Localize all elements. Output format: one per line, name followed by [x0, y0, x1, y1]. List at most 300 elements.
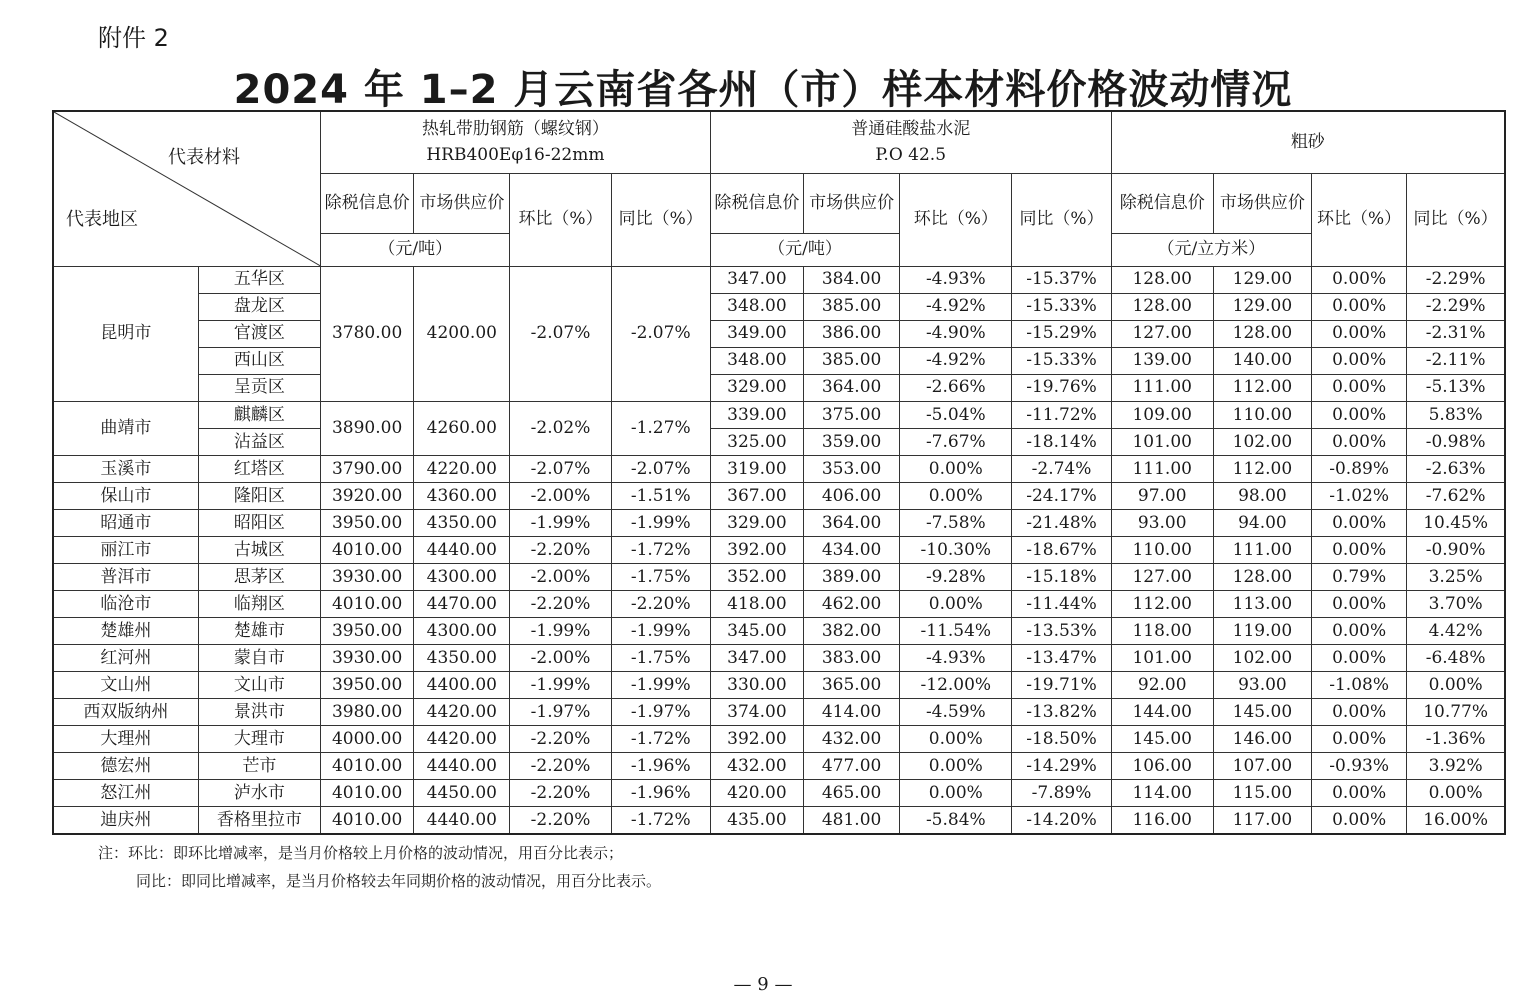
steel-tax-price-cell: 3950.00 [321, 618, 414, 645]
steel-market-price-cell: 4440.00 [414, 807, 510, 834]
steel-tax-price-cell: 4010.00 [321, 753, 414, 780]
sand-tax-price-cell: 111.00 [1111, 455, 1213, 482]
cement-mom-cell: -7.58% [900, 509, 1012, 536]
steel-market-price-cell: 4470.00 [414, 591, 510, 618]
steel-yoy-cell: -1.51% [611, 482, 710, 509]
cement-market-price-cell: 432.00 [804, 726, 900, 753]
sand-tax-price-cell: 101.00 [1111, 645, 1213, 672]
sand-mom-cell: 0.00% [1312, 645, 1407, 672]
sand-market-price-header: 市场供应价 [1213, 173, 1311, 233]
district-cell: 香格里拉市 [198, 807, 320, 834]
sand-yoy-cell: 0.00% [1407, 780, 1505, 807]
sand-yoy-cell: 10.77% [1407, 699, 1505, 726]
cement-yoy-cell: -18.50% [1012, 726, 1111, 753]
cement-tax-price-cell: 329.00 [710, 374, 803, 401]
steel-mom-cell: -2.20% [510, 726, 611, 753]
sand-market-price-cell: 112.00 [1213, 455, 1311, 482]
cement-mom-cell: -4.59% [900, 699, 1012, 726]
sand-market-price-cell: 112.00 [1213, 374, 1311, 401]
price-table [52, 110, 1506, 835]
sand-tax-price-cell: 144.00 [1111, 699, 1213, 726]
cement-mom-cell: -12.00% [900, 672, 1012, 699]
cement-yoy-cell: -21.48% [1012, 509, 1111, 536]
steel-market-price-cell: 4350.00 [414, 645, 510, 672]
sand-yoy-cell: -2.29% [1407, 266, 1505, 293]
cement-market-price-cell: 389.00 [804, 564, 900, 591]
city-cell: 昭通市 [53, 509, 198, 536]
steel-market-price-cell: 4440.00 [414, 537, 510, 564]
cement-yoy-cell: -19.76% [1012, 374, 1111, 401]
sand-market-price-cell: 119.00 [1213, 618, 1311, 645]
cement-tax-price-cell: 374.00 [710, 699, 803, 726]
city-cell: 昆明市 [53, 266, 198, 401]
sand-tax-price-cell: 97.00 [1111, 482, 1213, 509]
steel-tax-price-cell: 3980.00 [321, 699, 414, 726]
table-row [53, 374, 1505, 401]
steel-name: 热轧带肋钢筋（螺纹钢） [421, 118, 609, 139]
sand-yoy-cell: 10.45% [1407, 509, 1505, 536]
sand-market-price-cell: 115.00 [1213, 780, 1311, 807]
sand-mom-cell: 0.00% [1312, 320, 1407, 347]
cement-market-price-cell: 414.00 [804, 699, 900, 726]
cement-market-price-cell: 353.00 [804, 455, 900, 482]
steel-yoy-cell: -1.99% [611, 672, 710, 699]
table-row [53, 753, 1505, 780]
district-cell: 昭阳区 [198, 509, 320, 536]
cement-yoy-cell: -15.33% [1012, 293, 1111, 320]
cement-yoy-cell: -15.29% [1012, 320, 1111, 347]
district-cell: 西山区 [198, 347, 320, 374]
sand-yoy-cell: -2.63% [1407, 455, 1505, 482]
steel-mom-header: 环比（%） [510, 173, 611, 266]
sand-tax-price-cell: 128.00 [1111, 293, 1213, 320]
steel-mom-cell: -2.00% [510, 645, 611, 672]
cement-tax-price-cell: 330.00 [710, 672, 803, 699]
cement-tax-price-cell: 329.00 [710, 509, 803, 536]
sand-unit: （元/立方米） [1111, 233, 1311, 266]
cement-yoy-cell: -14.29% [1012, 753, 1111, 780]
sand-mom-cell: 0.00% [1312, 509, 1407, 536]
steel-tax-price-cell: 3930.00 [321, 645, 414, 672]
cement-tax-price-cell: 347.00 [710, 266, 803, 293]
sand-tax-price-cell: 128.00 [1111, 266, 1213, 293]
sand-yoy-cell: 3.70% [1407, 591, 1505, 618]
sand-tax-price-cell: 111.00 [1111, 374, 1213, 401]
cement-tax-price-cell: 348.00 [710, 347, 803, 374]
steel-mom-cell: -2.00% [510, 482, 611, 509]
sand-tax-price-cell: 114.00 [1111, 780, 1213, 807]
district-cell: 临翔区 [198, 591, 320, 618]
steel-market-price-cell: 4260.00 [414, 401, 510, 455]
steel-yoy-cell: -1.75% [611, 645, 710, 672]
sand-yoy-cell: -2.31% [1407, 320, 1505, 347]
steel-yoy-cell: -2.07% [611, 455, 710, 482]
sand-yoy-cell: -0.90% [1407, 537, 1505, 564]
steel-market-price-header: 市场供应价 [414, 173, 510, 233]
cement-mom-cell: -5.04% [900, 401, 1012, 428]
steel-yoy-cell: -1.99% [611, 618, 710, 645]
sand-mom-cell: 0.00% [1312, 726, 1407, 753]
steel-tax-price-cell: 4010.00 [321, 807, 414, 834]
district-cell: 文山市 [198, 672, 320, 699]
cement-mom-cell: 0.00% [900, 591, 1012, 618]
cement-mom-cell: -4.93% [900, 266, 1012, 293]
city-cell: 迪庆州 [53, 807, 198, 834]
city-cell: 文山州 [53, 672, 198, 699]
sand-mom-cell: 0.79% [1312, 564, 1407, 591]
steel-market-price-cell: 4420.00 [414, 699, 510, 726]
table-row [53, 780, 1505, 807]
table-row [53, 618, 1505, 645]
steel-yoy-cell: -1.96% [611, 780, 710, 807]
sand-market-price-cell: 146.00 [1213, 726, 1311, 753]
cement-market-price-cell: 462.00 [804, 591, 900, 618]
sand-market-price-cell: 93.00 [1213, 672, 1311, 699]
cement-mom-cell: -7.67% [900, 428, 1012, 455]
steel-mom-cell: -2.07% [510, 455, 611, 482]
cement-mom-cell: -4.92% [900, 347, 1012, 374]
city-cell: 曲靖市 [53, 401, 198, 455]
cement-market-price-cell: 465.00 [804, 780, 900, 807]
cement-yoy-cell: -15.18% [1012, 564, 1111, 591]
table-row [53, 401, 1505, 428]
sand-mom-cell: 0.00% [1312, 266, 1407, 293]
sand-yoy-header: 同比（%） [1407, 173, 1505, 266]
cement-tax-price-cell: 420.00 [710, 780, 803, 807]
steel-mom-cell: -2.02% [510, 401, 611, 455]
cement-mom-cell: -2.66% [900, 374, 1012, 401]
sand-tax-price-cell: 116.00 [1111, 807, 1213, 834]
sand-yoy-cell: -1.36% [1407, 726, 1505, 753]
cement-market-price-cell: 385.00 [804, 293, 900, 320]
steel-yoy-cell: -1.99% [611, 509, 710, 536]
sand-market-price-cell: 117.00 [1213, 807, 1311, 834]
cement-tax-price-cell: 367.00 [710, 482, 803, 509]
sand-market-price-cell: 94.00 [1213, 509, 1311, 536]
steel-yoy-cell: -1.27% [611, 401, 710, 455]
sand-market-price-cell: 107.00 [1213, 753, 1311, 780]
district-cell: 隆阳区 [198, 482, 320, 509]
city-cell: 玉溪市 [53, 455, 198, 482]
steel-yoy-cell: -1.72% [611, 726, 710, 753]
steel-yoy-cell: -1.97% [611, 699, 710, 726]
sand-tax-price-cell: 106.00 [1111, 753, 1213, 780]
sand-market-price-cell: 102.00 [1213, 645, 1311, 672]
sand-tax-price-cell: 118.00 [1111, 618, 1213, 645]
table-row [53, 726, 1505, 753]
sand-yoy-cell: 4.42% [1407, 618, 1505, 645]
cement-mom-cell: -11.54% [900, 618, 1012, 645]
cement-yoy-cell: -24.17% [1012, 482, 1111, 509]
sand-market-price-cell: 98.00 [1213, 482, 1311, 509]
sand-tax-price-header: 除税信息价 [1111, 173, 1213, 233]
cement-mom-header: 环比（%） [900, 173, 1012, 266]
cement-market-price-cell: 384.00 [804, 266, 900, 293]
table-row [53, 347, 1505, 374]
cement-market-price-cell: 364.00 [804, 374, 900, 401]
cement-market-price-cell: 364.00 [804, 509, 900, 536]
city-cell: 大理州 [53, 726, 198, 753]
header-corner [53, 111, 321, 266]
cement-yoy-header: 同比（%） [1012, 173, 1111, 266]
cement-mom-cell: -4.90% [900, 320, 1012, 347]
cement-yoy-cell: -18.67% [1012, 537, 1111, 564]
note-mom: 注：环比：即环比增减率，是当月价格较上月价格的波动情况，用百分比表示； [98, 844, 624, 862]
table-row [53, 699, 1505, 726]
cement-yoy-cell: -7.89% [1012, 780, 1111, 807]
district-cell: 芒市 [198, 753, 320, 780]
district-cell: 官渡区 [198, 320, 320, 347]
sand-yoy-cell: 16.00% [1407, 807, 1505, 834]
cement-tax-price-cell: 325.00 [710, 428, 803, 455]
sand-yoy-cell: 3.92% [1407, 753, 1505, 780]
table-row [53, 645, 1505, 672]
cement-yoy-cell: -14.20% [1012, 807, 1111, 834]
table-row [53, 266, 1505, 293]
sand-mom-cell: 0.00% [1312, 807, 1407, 834]
cement-tax-price-header: 除税信息价 [710, 173, 803, 233]
cement-yoy-cell: -19.71% [1012, 672, 1111, 699]
attachment-label: 附件 2 [98, 24, 169, 52]
sand-tax-price-cell: 93.00 [1111, 509, 1213, 536]
steel-yoy-cell: -1.75% [611, 564, 710, 591]
cement-mom-cell: 0.00% [900, 726, 1012, 753]
table-row [53, 672, 1505, 699]
steel-tax-price-cell: 3780.00 [321, 266, 414, 401]
sand-tax-price-cell: 139.00 [1111, 347, 1213, 374]
material-label: 代表材料 [168, 147, 241, 168]
steel-tax-price-cell: 3930.00 [321, 564, 414, 591]
steel-tax-price-cell: 4010.00 [321, 780, 414, 807]
cement-tax-price-cell: 392.00 [710, 726, 803, 753]
sand-mom-cell: -0.93% [1312, 753, 1407, 780]
district-cell: 楚雄市 [198, 618, 320, 645]
cement-name: 普通硅酸盐水泥 [851, 118, 971, 139]
table-row [53, 482, 1505, 509]
steel-tax-price-cell: 4010.00 [321, 537, 414, 564]
cement-mom-cell: -9.28% [900, 564, 1012, 591]
cement-mom-cell: 0.00% [900, 780, 1012, 807]
cement-yoy-cell: -15.33% [1012, 347, 1111, 374]
cement-tax-price-cell: 352.00 [710, 564, 803, 591]
steel-header [321, 111, 711, 173]
steel-tax-price-cell: 3790.00 [321, 455, 414, 482]
steel-market-price-cell: 4300.00 [414, 618, 510, 645]
cement-yoy-cell: -2.74% [1012, 455, 1111, 482]
sand-market-price-cell: 113.00 [1213, 591, 1311, 618]
sand-market-price-cell: 140.00 [1213, 347, 1311, 374]
steel-mom-cell: -2.20% [510, 807, 611, 834]
district-cell: 泸水市 [198, 780, 320, 807]
cement-market-price-cell: 365.00 [804, 672, 900, 699]
sand-mom-cell: 0.00% [1312, 428, 1407, 455]
steel-tax-price-header: 除税信息价 [321, 173, 414, 233]
cement-tax-price-cell: 319.00 [710, 455, 803, 482]
cement-tax-price-cell: 418.00 [710, 591, 803, 618]
sand-market-price-cell: 128.00 [1213, 564, 1311, 591]
district-cell: 蒙自市 [198, 645, 320, 672]
document-title: 2024 年 1–2 月云南省各州（市）样本材料价格波动情况 [233, 67, 1293, 113]
sand-tax-price-cell: 127.00 [1111, 564, 1213, 591]
sand-market-price-cell: 110.00 [1213, 401, 1311, 428]
cement-tax-price-cell: 348.00 [710, 293, 803, 320]
district-cell: 红塔区 [198, 455, 320, 482]
cement-market-price-header: 市场供应价 [804, 173, 900, 233]
sand-yoy-cell: 0.00% [1407, 672, 1505, 699]
cement-mom-cell: 0.00% [900, 753, 1012, 780]
steel-market-price-cell: 4200.00 [414, 266, 510, 401]
cement-market-price-cell: 383.00 [804, 645, 900, 672]
steel-tax-price-cell: 3890.00 [321, 401, 414, 455]
sand-yoy-cell: 3.25% [1407, 564, 1505, 591]
sand-yoy-cell: -2.11% [1407, 347, 1505, 374]
steel-tax-price-cell: 3920.00 [321, 482, 414, 509]
sand-yoy-cell: -7.62% [1407, 482, 1505, 509]
steel-market-price-cell: 4400.00 [414, 672, 510, 699]
cement-yoy-cell: -13.47% [1012, 645, 1111, 672]
steel-mom-cell: -1.97% [510, 699, 611, 726]
table-row [53, 591, 1505, 618]
note-yoy: 同比：即同比增减率，是当月价格较去年同期价格的波动情况，用百分比表示。 [136, 872, 662, 890]
cement-unit: （元/吨） [710, 233, 899, 266]
diagonal-line [54, 112, 320, 266]
steel-yoy-header: 同比（%） [611, 173, 710, 266]
cement-mom-cell: 0.00% [900, 482, 1012, 509]
cement-yoy-cell: -15.37% [1012, 266, 1111, 293]
sand-mom-cell: -1.02% [1312, 482, 1407, 509]
steel-mom-cell: -1.99% [510, 618, 611, 645]
sand-market-price-cell: 111.00 [1213, 537, 1311, 564]
district-cell: 大理市 [198, 726, 320, 753]
cement-tax-price-cell: 347.00 [710, 645, 803, 672]
cement-header [710, 111, 1111, 173]
steel-yoy-cell: -1.96% [611, 753, 710, 780]
steel-tax-price-cell: 3950.00 [321, 509, 414, 536]
cement-mom-cell: -5.84% [900, 807, 1012, 834]
sand-mom-cell: -1.08% [1312, 672, 1407, 699]
sand-market-price-cell: 129.00 [1213, 293, 1311, 320]
sand-tax-price-cell: 112.00 [1111, 591, 1213, 618]
cement-tax-price-cell: 435.00 [710, 807, 803, 834]
steel-tax-price-cell: 4010.00 [321, 591, 414, 618]
sand-mom-cell: 0.00% [1312, 780, 1407, 807]
sand-tax-price-cell: 110.00 [1111, 537, 1213, 564]
cement-market-price-cell: 382.00 [804, 618, 900, 645]
sand-mom-header: 环比（%） [1312, 173, 1407, 266]
table-row [53, 428, 1505, 455]
sand-mom-cell: -0.89% [1312, 455, 1407, 482]
cement-mom-cell: -4.92% [900, 293, 1012, 320]
district-cell: 沾益区 [198, 428, 320, 455]
city-cell: 临沧市 [53, 591, 198, 618]
page-number: — 9 — [733, 974, 793, 995]
table-row [53, 455, 1505, 482]
cement-market-price-cell: 359.00 [804, 428, 900, 455]
city-cell: 怒江州 [53, 780, 198, 807]
cement-tax-price-cell: 432.00 [710, 753, 803, 780]
district-cell: 呈贡区 [198, 374, 320, 401]
table-row [53, 320, 1505, 347]
steel-spec: HRB400Eφ16-22mm [426, 145, 605, 166]
steel-market-price-cell: 4220.00 [414, 455, 510, 482]
city-cell: 红河州 [53, 645, 198, 672]
sand-yoy-cell: -6.48% [1407, 645, 1505, 672]
district-cell: 麒麟区 [198, 401, 320, 428]
cement-market-price-cell: 477.00 [804, 753, 900, 780]
sand-header: 粗砂 [1111, 111, 1505, 173]
cement-yoy-cell: -11.44% [1012, 591, 1111, 618]
region-label: 代表地区 [66, 208, 138, 230]
cement-market-price-cell: 386.00 [804, 320, 900, 347]
cement-tax-price-cell: 349.00 [710, 320, 803, 347]
table-row [53, 509, 1505, 536]
sand-market-price-cell: 102.00 [1213, 428, 1311, 455]
district-cell: 盘龙区 [198, 293, 320, 320]
cement-tax-price-cell: 392.00 [710, 537, 803, 564]
district-cell: 景洪市 [198, 699, 320, 726]
table-row [53, 564, 1505, 591]
sand-mom-cell: 0.00% [1312, 699, 1407, 726]
cement-market-price-cell: 406.00 [804, 482, 900, 509]
steel-mom-cell: -1.99% [510, 672, 611, 699]
city-cell: 普洱市 [53, 564, 198, 591]
sand-yoy-cell: -2.29% [1407, 293, 1505, 320]
cement-tax-price-cell: 345.00 [710, 618, 803, 645]
steel-market-price-cell: 4300.00 [414, 564, 510, 591]
steel-mom-cell: -2.20% [510, 591, 611, 618]
sand-tax-price-cell: 101.00 [1111, 428, 1213, 455]
steel-tax-price-cell: 3950.00 [321, 672, 414, 699]
steel-mom-cell: -1.99% [510, 509, 611, 536]
sand-mom-cell: 0.00% [1312, 618, 1407, 645]
cement-mom-cell: -10.30% [900, 537, 1012, 564]
steel-mom-cell: -2.20% [510, 753, 611, 780]
cement-mom-cell: 0.00% [900, 455, 1012, 482]
cement-yoy-cell: -11.72% [1012, 401, 1111, 428]
cement-spec: P.O 42.5 [875, 145, 947, 166]
sand-tax-price-cell: 145.00 [1111, 726, 1213, 753]
sand-tax-price-cell: 127.00 [1111, 320, 1213, 347]
cement-market-price-cell: 481.00 [804, 807, 900, 834]
district-cell: 五华区 [198, 266, 320, 293]
steel-market-price-cell: 4450.00 [414, 780, 510, 807]
cement-yoy-cell: -13.82% [1012, 699, 1111, 726]
table-row [53, 807, 1505, 834]
sand-market-price-cell: 129.00 [1213, 266, 1311, 293]
city-cell: 保山市 [53, 482, 198, 509]
city-cell: 楚雄州 [53, 618, 198, 645]
city-cell: 德宏州 [53, 753, 198, 780]
cement-mom-cell: -4.93% [900, 645, 1012, 672]
district-cell: 古城区 [198, 537, 320, 564]
table-row [53, 537, 1505, 564]
district-cell: 思茅区 [198, 564, 320, 591]
table-row [53, 293, 1505, 320]
cement-yoy-cell: -13.53% [1012, 618, 1111, 645]
cement-yoy-cell: -18.14% [1012, 428, 1111, 455]
steel-tax-price-cell: 4000.00 [321, 726, 414, 753]
sand-yoy-cell: -5.13% [1407, 374, 1505, 401]
steel-mom-cell: -2.20% [510, 537, 611, 564]
sand-yoy-cell: 5.83% [1407, 401, 1505, 428]
sand-mom-cell: 0.00% [1312, 374, 1407, 401]
sand-mom-cell: 0.00% [1312, 401, 1407, 428]
sand-mom-cell: 0.00% [1312, 293, 1407, 320]
sand-market-price-cell: 128.00 [1213, 320, 1311, 347]
steel-yoy-cell: -2.07% [611, 266, 710, 401]
sand-yoy-cell: -0.98% [1407, 428, 1505, 455]
cement-market-price-cell: 375.00 [804, 401, 900, 428]
